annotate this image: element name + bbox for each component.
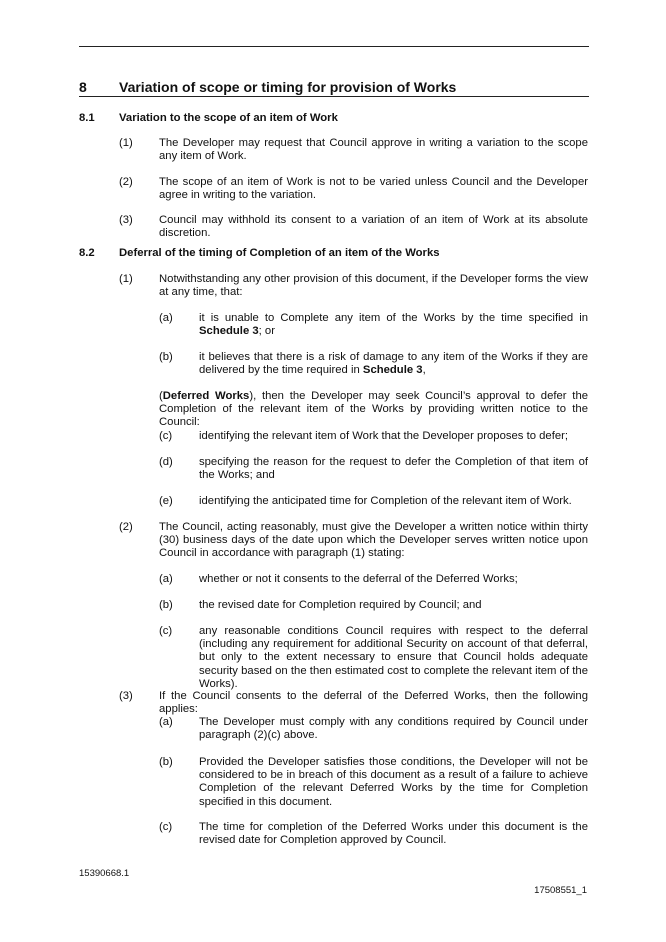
section-rule xyxy=(79,96,589,97)
clause-8-2-number: 8.2 xyxy=(79,247,95,259)
clause-8-1-3-label: (3) xyxy=(119,214,133,226)
clause-8-2-3-text: If the Council consents to the deferral of the Deferred Works, then the following applies: xyxy=(159,690,588,716)
clause-8-2-1-a-label: (a) xyxy=(159,312,173,324)
clause-8-2-3-b-text: Provided the Developer satisfies those conditions, the Developer will not be considered to be in breach of this document as a result of a failure to achieve Completion of the relevant Deferred Works by the time for Completion specified in this document. xyxy=(199,756,588,808)
clause-8-2-3-label: (3) xyxy=(119,690,133,702)
footer-document-ref-left: 15390668.1 xyxy=(79,868,130,879)
clause-8-1-1-label: (1) xyxy=(119,137,133,149)
header-rule xyxy=(79,46,589,47)
clause-8-2-1-c-label: (c) xyxy=(159,430,173,442)
clause-8-2-1-a-text: it is unable to Complete any item of the Works by the time specified in Schedule 3; or xyxy=(199,312,588,338)
clause-8-2-2-c-text: any reasonable conditions Council requires with respect to the deferral (including any requirement for additional Security on account of that deferral, but only to the extent necessary to ensure that Council holds adequate security based on the then estimated cost to complete the relevant item of the Works). xyxy=(199,625,588,690)
section-number: 8 xyxy=(79,79,87,95)
clause-8-2-3-c-text: The time for completion of the Deferred Works under this document is the revised date for Completion approved by Council. xyxy=(199,821,588,847)
clause-8-2-title: Deferral of the timing of Completion of an item of the Works xyxy=(119,247,440,259)
clause-8-2-3-a-text: The Developer must comply with any conditions required by Council under paragraph (2)(c) above. xyxy=(199,716,588,742)
clause-8-1-2-text: The scope of an item of Work is not to be varied unless Council and the Developer agree in writing to the variation. xyxy=(159,176,588,202)
clause-8-2-2-c-label: (c) xyxy=(159,625,173,637)
clause-8-2-1-label: (1) xyxy=(119,273,133,285)
clause-8-2-1-e-label: (e) xyxy=(159,495,173,507)
clause-8-1-2-label: (2) xyxy=(119,176,133,188)
clause-8-1-1-text: The Developer may request that Council approve in writing a variation to the scope any item of Work. xyxy=(159,137,588,163)
clause-8-2-2-b-label: (b) xyxy=(159,599,173,611)
section-title: Variation of scope or timing for provision of Works xyxy=(119,79,457,95)
clause-8-1-title: Variation to the scope of an item of Work xyxy=(119,112,338,124)
clause-8-2-2-a-label: (a) xyxy=(159,573,173,585)
clause-8-2-2-label: (2) xyxy=(119,521,133,533)
clause-8-2-3-c-label: (c) xyxy=(159,821,173,833)
defined-term: Deferred Works xyxy=(162,390,250,402)
schedule-ref: Schedule 3 xyxy=(199,325,259,338)
footer-document-ref-right: 17508551_1 xyxy=(534,885,587,896)
clause-8-2-1-text: Notwithstanding any other provision of this document, if the Developer forms the view at any time, that: xyxy=(159,273,588,299)
clause-8-2-3-b-label: (b) xyxy=(159,756,173,768)
clause-8-2-2-text: The Council, acting reasonably, must give the Developer a written notice within thirty (30) business days of the date upon which the Developer serves written notice upon Council in accordance with paragraph (1) stating: xyxy=(159,521,588,560)
clause-8-2-1-b-label: (b) xyxy=(159,351,173,363)
clause-8-1-3-text: Council may withhold its consent to a variation of an item of Work at its absolute discretion. xyxy=(159,214,588,240)
clause-8-2-2-b-text: the revised date for Completion required by Council; and xyxy=(199,599,482,611)
clause-8-2-1-c-text: identifying the relevant item of Work that the Developer proposes to defer; xyxy=(199,430,569,442)
deferred-works-paragraph: (Deferred Works), then the Developer may seek Council’s approval to defer the Completion of the relevant item of the Works by providing written notice to the Council: xyxy=(159,390,589,429)
clause-8-2-2-a-text: whether or not it consents to the deferral of the Deferred Works; xyxy=(199,573,518,585)
clause-8-2-1-b-text: it believes that there is a risk of damage to any item of the Works if they are delivered by the time required in Schedule 3, xyxy=(199,351,588,377)
schedule-ref: Schedule 3 xyxy=(362,364,423,377)
clause-8-2-1-d-label: (d) xyxy=(159,456,173,468)
clause-8-2-1-e-text: identifying the anticipated time for Completion of the relevant item of Work. xyxy=(199,495,572,507)
clause-8-2-1-d-text: specifying the reason for the request to defer the Completion of that item of the Works; and xyxy=(199,456,588,482)
clause-8-2-3-a-label: (a) xyxy=(159,716,173,728)
clause-8-1-number: 8.1 xyxy=(79,112,95,124)
